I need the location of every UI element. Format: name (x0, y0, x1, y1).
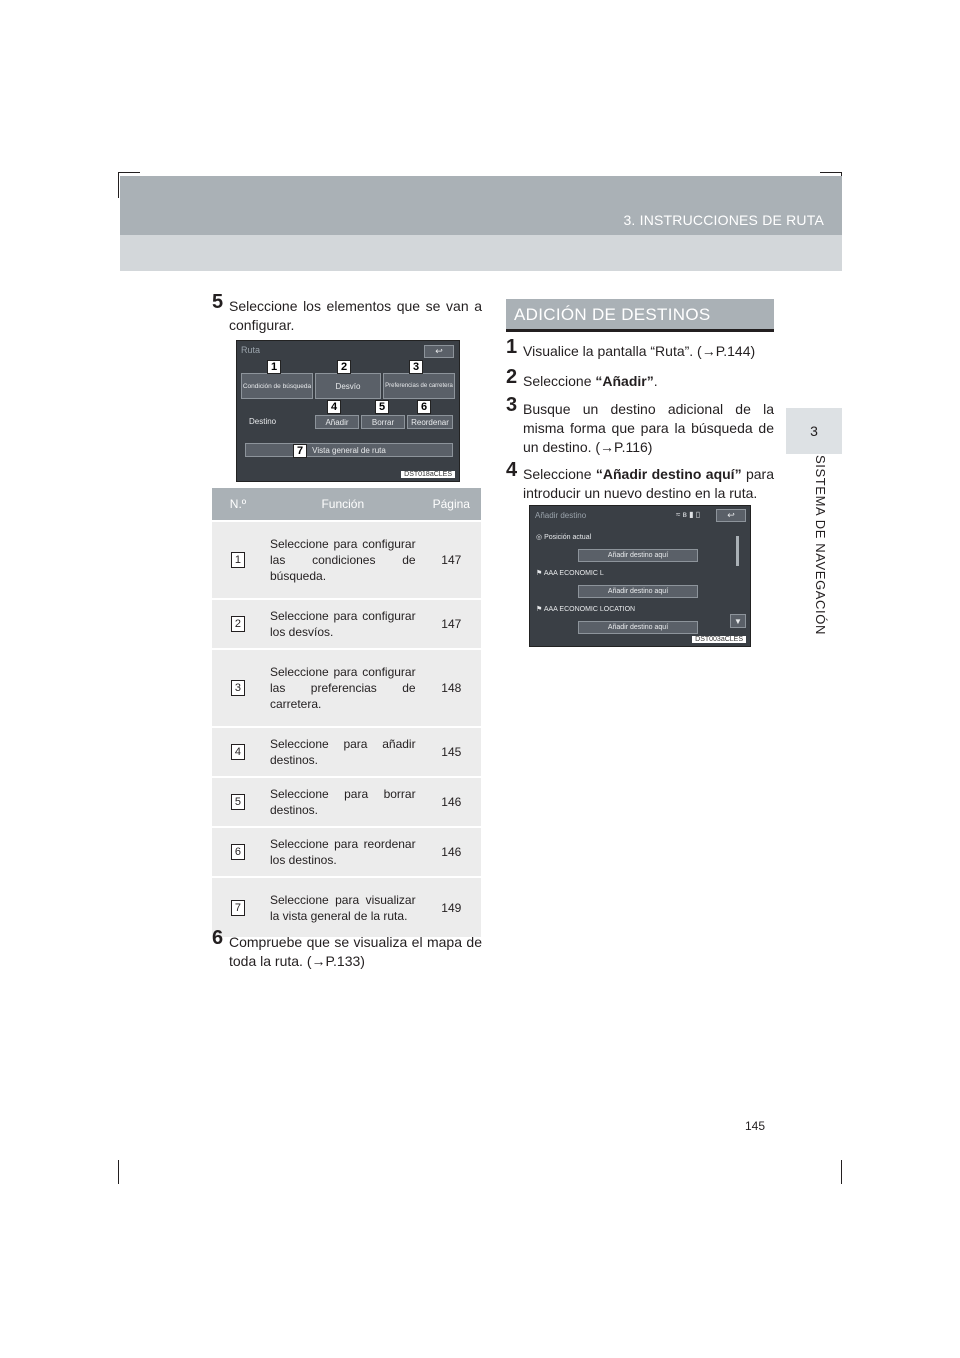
crop-mark (118, 172, 140, 173)
step-1 (506, 336, 774, 361)
step-number: 5 (212, 291, 224, 313)
chapter-side-label: SISTEMA DE NAVEGACIÓN (813, 455, 828, 635)
page-cell: 145 (422, 727, 481, 777)
callout-1: 1 (267, 360, 281, 374)
chevron-down-icon: ▼ (734, 616, 742, 626)
scroll-down-button[interactable] (730, 614, 746, 628)
route-overview-button[interactable]: Vista general de ruta (245, 443, 453, 457)
section-heading (506, 299, 774, 332)
route-screen-title: Ruta (241, 345, 261, 355)
function-cell: Seleccione para borrar destinos. (264, 777, 422, 827)
item-number: 6 (231, 844, 245, 860)
detour-button[interactable]: Desvío (315, 373, 381, 399)
page-cell: 147 (422, 521, 481, 599)
callout-6: 6 (417, 400, 431, 414)
item-number: 2 (231, 616, 245, 632)
callout-4: 4 (327, 400, 341, 414)
step-text: Compruebe que se visualiza el mapa de toda la ruta. (→P.133) (229, 934, 482, 969)
function-cell: Seleccione para configurar las condiciones de búsqueda. (264, 521, 422, 599)
step-text: Busque un destino adicional de la misma forma que para la búsqueda de un destino. (→P.116) (523, 401, 774, 455)
callout-3: 3 (409, 360, 423, 374)
column-header: N.º (212, 488, 264, 521)
crop-mark (820, 172, 842, 173)
column-header: Página (422, 488, 481, 521)
step-text: Seleccione “Añadir”. (523, 373, 658, 389)
item-number: 3 (231, 680, 245, 696)
step-3 (506, 394, 774, 457)
crop-mark (841, 1160, 842, 1184)
callout-7: 7 (293, 444, 307, 458)
add-destination-screen (529, 505, 751, 647)
step-text: Seleccione “Añadir destino aquí” para introducir un nuevo destino en la ruta. (523, 466, 774, 501)
table-row (212, 827, 481, 877)
figure-code: DST003aCLES (692, 636, 746, 643)
step-number: 1 (506, 336, 518, 358)
destination-label: Destino (249, 417, 277, 426)
search-condition-button[interactable]: Condición de búsqueda (241, 373, 313, 399)
status-icons (676, 510, 700, 519)
section-title: ADICIÓN DE DESTINOS (514, 305, 711, 324)
step-number: 2 (506, 366, 518, 388)
road-preferences-button[interactable]: Preferencias de carretera (383, 373, 455, 399)
back-button[interactable] (424, 345, 454, 358)
header-subband (120, 235, 842, 271)
add-button[interactable]: Añadir (315, 415, 359, 429)
flag-icon: ⚑ (536, 606, 543, 613)
page-cell: 148 (422, 649, 481, 727)
add-destination-here-button[interactable]: Añadir destino aquí (578, 549, 698, 562)
battery-icon: ▯ (695, 510, 701, 519)
table-row (212, 877, 481, 937)
scrollbar[interactable] (736, 536, 739, 566)
table-row (212, 727, 481, 777)
page-cell: 149 (422, 877, 481, 937)
page-cell: 147 (422, 599, 481, 649)
back-arrow-icon: ↩ (435, 346, 443, 356)
route-screen (236, 340, 460, 482)
step-4 (506, 459, 774, 503)
item-number: 7 (231, 900, 245, 916)
callout-5: 5 (375, 400, 389, 414)
step-number: 4 (506, 459, 518, 481)
chapter-tab: 3 (786, 408, 842, 454)
chapter-title: 3. INSTRUCCIONES DE RUTA (623, 212, 824, 228)
step-2 (506, 366, 774, 391)
page-number: 145 (745, 1119, 766, 1133)
crop-mark (118, 172, 119, 198)
position-icon: ◎ (536, 534, 543, 541)
back-button[interactable] (716, 509, 746, 522)
item-number: 5 (231, 794, 245, 810)
reorder-button[interactable]: Reordenar (407, 415, 453, 429)
table-row (212, 599, 481, 649)
table-row (212, 649, 481, 727)
destination-row: ⚑ AAA ECONOMIC L (536, 570, 604, 577)
add-destination-here-button[interactable]: Añadir destino aquí (578, 621, 698, 634)
destination-row: ⚑ AAA ECONOMIC LOCATION (536, 606, 636, 613)
function-cell: Seleccione para configurar los desvíos. (264, 599, 422, 649)
add-destination-title: Añadir destino (535, 511, 587, 520)
item-number: 1 (231, 552, 245, 568)
delete-button[interactable]: Borrar (361, 415, 405, 429)
step-number: 3 (506, 394, 518, 416)
step-text: Seleccione los elementos que se van a configurar. (229, 298, 482, 333)
page-cell: 146 (422, 777, 481, 827)
page-cell: 146 (422, 827, 481, 877)
callout-2: 2 (337, 360, 351, 374)
bluetooth-icon: ʙ (682, 510, 687, 519)
item-number: 4 (231, 744, 245, 760)
step-number: 6 (212, 927, 224, 949)
signal-icon: ▮ (689, 510, 694, 519)
back-arrow-icon: ↩ (727, 510, 735, 520)
table-row (212, 777, 481, 827)
function-table (212, 488, 481, 937)
wifi-icon: ≈ (676, 510, 681, 519)
table-row (212, 521, 481, 599)
function-cell: Seleccione para visualizar la vista general de la ruta. (264, 877, 422, 937)
current-position-row: ◎ Posición actual (536, 534, 592, 541)
add-destination-here-button[interactable]: Añadir destino aquí (578, 585, 698, 598)
flag-icon: ⚑ (536, 570, 543, 577)
table-header-row (212, 488, 481, 521)
step-6 (212, 927, 482, 971)
function-cell: Seleccione para configurar las preferencias de carretera. (264, 649, 422, 727)
figure-code: DST018aCLES (401, 471, 455, 478)
crop-mark (118, 1160, 119, 1184)
function-cell: Seleccione para reordenar los destinos. (264, 827, 422, 877)
function-cell: Seleccione para añadir destinos. (264, 727, 422, 777)
header-band (120, 176, 842, 235)
step-text: Visualice la pantalla “Ruta”. (→P.144) (523, 343, 756, 359)
step-5 (212, 291, 482, 335)
column-header: Función (264, 488, 422, 521)
